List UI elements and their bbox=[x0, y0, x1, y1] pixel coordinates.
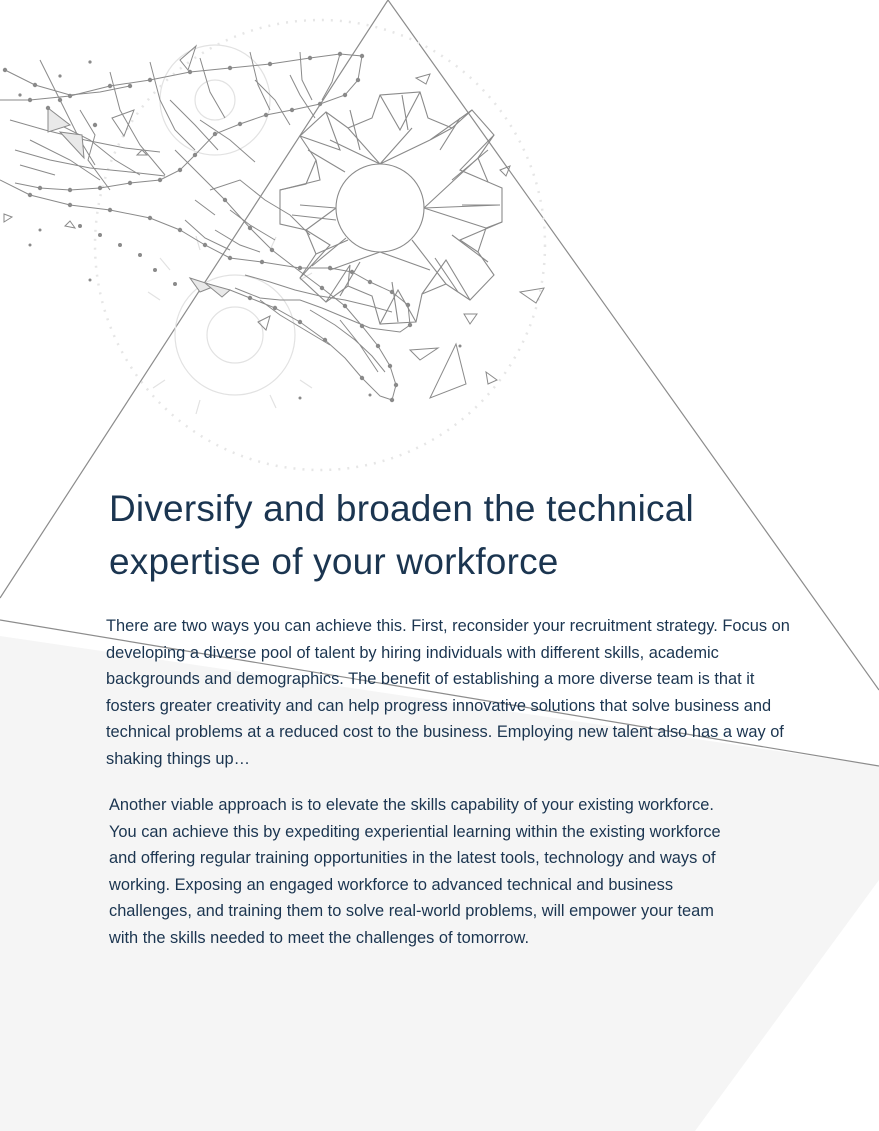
body-paragraph-2: Another viable approach is to elevate the skills capability of your existing workforce. You can achieve this by expediting experiential learning within the existing workforce and offering regular training opportunities in the latest tools, technology and ways of working. Exposing an engaged workforce to advanced technical and business challenges, and training them to solve real-world problems, will empower your team with the skills needed to meet the challenges of tomorrow. bbox=[109, 796, 721, 947]
body-paragraph-1: There are two ways you can achieve this. First, reconsider your recruitment strategy. Focus on developing a diverse pool of talent by hiring individuals with different skills, academic backgrounds and demographics. The benefit of establishing a more diverse team is that it fosters greater creativity and can help progress innovative solutions that solve business and technical problems at a reduced cost to the business. Employing new talent also has a way of shaking things up… bbox=[106, 617, 790, 768]
page-title bbox=[109, 482, 749, 588]
title-line-1: Diversify and broaden the technical bbox=[109, 488, 694, 529]
title-line-2: expertise of your workforce bbox=[109, 541, 559, 582]
